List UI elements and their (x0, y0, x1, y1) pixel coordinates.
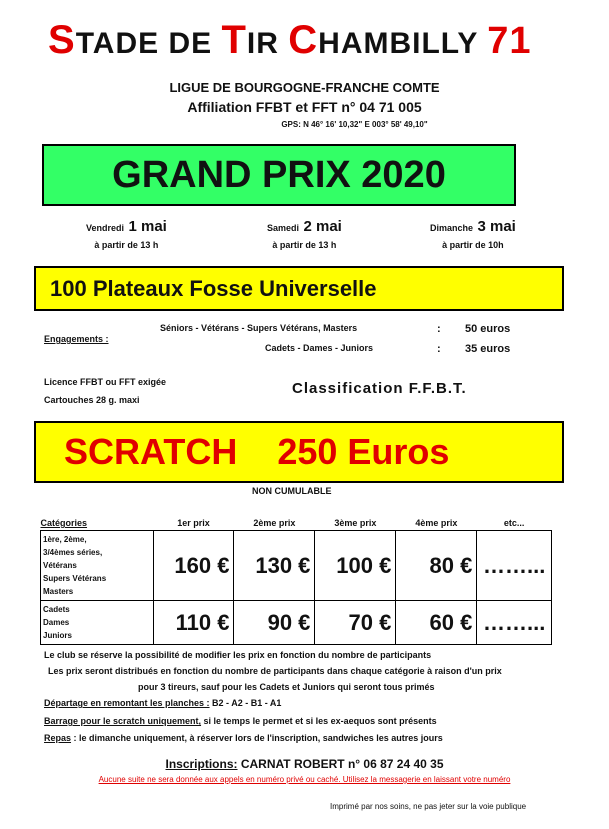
page-title: STADE DE TIR CHAMBILLY 71 (48, 18, 532, 62)
category-cell: Cadets Dames Juniors (41, 601, 154, 645)
prize-table (40, 516, 552, 645)
table-header: 3ème prix (315, 516, 396, 531)
day-friday: Vendredi 1 mai à partir de 13 h (86, 218, 167, 250)
engagement-sep: : (437, 323, 441, 335)
prize-cell: 160 € (153, 531, 234, 601)
prize-cell: 80 € (396, 531, 477, 601)
engagement-price: 50 euros (465, 323, 511, 335)
engagement-sep: : (437, 343, 441, 355)
prize-cell: 60 € (396, 601, 477, 645)
note-line: Le club se réserve la possibilité de modifier les prix en fonction du nombre de participants (44, 650, 432, 660)
category-cell: 1ère, 2ème, 3/4èmes séries, Vétérans Supers Vétérans Masters (41, 531, 154, 601)
cartouches-text: Cartouches 28 g. maxi (44, 395, 140, 405)
engagement-category: Séniors - Vétérans - Supers Vétérans, Masters (160, 323, 358, 333)
table-header: Catégories (41, 516, 154, 531)
table-header: 2ème prix (234, 516, 315, 531)
table-row (41, 601, 552, 645)
classification-text: Classification F.F.B.T. (292, 380, 467, 397)
prize-cell: 90 € (234, 601, 315, 645)
non-cumulable-text: NON CUMULABLE (252, 486, 332, 496)
prize-etc-cell: ……... (477, 601, 552, 645)
departage-line: Départage en remontant les planches : B2 - A2 - B1 - A1 (44, 698, 282, 708)
table-header: 4ème prix (396, 516, 477, 531)
engagements-label: Engagements : (44, 334, 109, 344)
note-line: pour 3 tireurs, sauf pour les Cadets et Juniors qui seront tous primés (138, 682, 435, 692)
plateaux-banner: 100 Plateaux Fosse Universelle (34, 266, 564, 311)
footer-text: Imprimé par nos soins, ne pas jeter sur la voie publique (330, 802, 527, 811)
event-title-banner: GRAND PRIX 2020 (42, 144, 516, 206)
barrage-line: Barrage pour le scratch uniquement, si le temps le permet et si les ex-aequos sont présents (44, 716, 437, 726)
gps-line: GPS: N 46° 16' 10,32" E 003° 58' 49,10" (281, 120, 428, 129)
prize-cell: 100 € (315, 531, 396, 601)
day-sunday: Dimanche 3 mai à partir de 10h (430, 218, 516, 250)
table-header: 1er prix (153, 516, 234, 531)
affiliation-line: Affiliation FFBT et FFT n° 04 71 005 (187, 99, 422, 115)
ligue-line: LIGUE DE BOURGOGNE-FRANCHE COMTE (169, 80, 440, 95)
table-row (41, 531, 552, 601)
table-header-row (41, 516, 552, 531)
prize-cell: 70 € (315, 601, 396, 645)
note-line: Les prix seront distribués en fonction du nombre de participants dans chaque catégorie à raison d'un prix (48, 666, 502, 676)
engagement-category: Cadets - Dames - Juniors (265, 343, 374, 353)
repas-line: Repas : le dimanche uniquement, à réserver lors de l'inscription, sandwiches les autres jours (44, 733, 443, 743)
engagement-price: 35 euros (465, 343, 511, 355)
prize-cell: 130 € (234, 531, 315, 601)
inscriptions-line: Inscriptions: CARNAT ROBERT n° 06 87 24 40 35 (165, 757, 444, 771)
day-saturday: Samedi 2 mai à partir de 13 h (267, 218, 342, 250)
table-header: etc... (477, 516, 552, 531)
prize-etc-cell: ……... (477, 531, 552, 601)
prize-cell: 110 € (153, 601, 234, 645)
scratch-banner: SCRATCH 250 Euros (34, 421, 564, 483)
warning-text: Aucune suite ne sera donnée aux appels en numéro privé ou caché. Utilisez la messagerie en laissant votre numéro (98, 775, 511, 784)
licence-text: Licence FFBT ou FFT exigée (44, 377, 167, 387)
